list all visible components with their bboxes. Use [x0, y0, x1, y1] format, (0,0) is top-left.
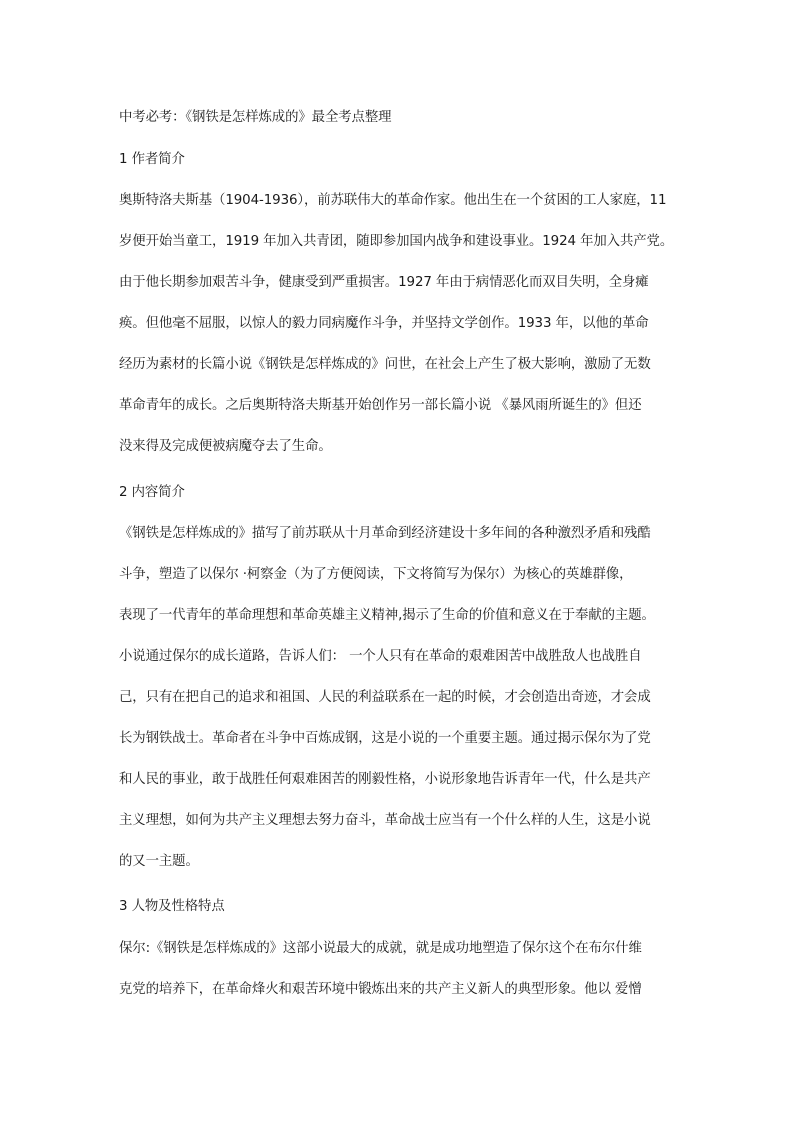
author-paragraph-line: 没来得及完成便被病魔夺去了生命。 — [119, 439, 332, 454]
content-paragraph-line: 己，只有在把自己的追求和祖国、人民的利益联系在一起的时候，才会创造出奇迹，才会成 — [119, 690, 651, 705]
author-paragraph-line: 痪。但他毫不屈服，以惊人的毅力同病魔作斗争，并坚持文学创作。1933 年，以他的革命 — [119, 316, 649, 331]
content-paragraph-line: 的又一主题。 — [119, 854, 199, 869]
content-paragraph-line: 和人民的事业，敢于战胜任何艰难困苦的刚毅性格，小说形象地告诉青年一代，什么是共产 — [119, 772, 651, 787]
author-paragraph-line: 革命青年的成长。之后奥斯特洛夫斯基开始创作另一部长篇小说 《暴风雨所诞生的》但还 — [119, 398, 642, 413]
characters-paragraph-line: 克党的培养下，在革命烽火和艰苦环境中锻炼出来的共产主义新人的典型形象。他以 爱憎 — [119, 982, 642, 997]
author-paragraph-line: 奥斯特洛夫斯基（1904-1936），前苏联伟大的革命作家。他出生在一个贫困的工人家庭，11 — [119, 193, 667, 208]
content-paragraph-line: 主义理想，如何为共产主义理想去努力奋斗，革命战士应当有一个什么样的人生，这是小说 — [119, 813, 651, 828]
characters-paragraph-line: 保尔:《钢铁是怎样炼成的》这部小说最大的成就，就是成功地塑造了保尔这个在布尔什维 — [119, 941, 642, 956]
author-paragraph-line: 岁便开始当童工，1919 年加入共青团，随即参加国内战争和建设事业。1924 年加入共产党。 — [119, 234, 674, 249]
author-paragraph-line: 经历为素材的长篇小说《钢铁是怎样炼成的》问世，在社会上产生了极大影响，激励了无数 — [119, 357, 651, 372]
content-paragraph-line: 表现了一代青年的革命理想和革命英雄主义精神,揭示了生命的价值和意义在于奉献的主题。 — [119, 608, 655, 623]
section-heading-characters: 3 人物及性格特点 — [119, 899, 225, 914]
content-paragraph-line: 《钢铁是怎样炼成的》描写了前苏联从十月革命到经济建设十多年间的各种激烈矛盾和残酷 — [119, 526, 651, 541]
section-heading-author: 1 作者简介 — [119, 152, 185, 167]
content-paragraph-line: 小说通过保尔的成长道路，告诉人们： 一个人只有在革命的艰难困苦中战胜敌人也战胜自 — [119, 649, 642, 664]
section-heading-content: 2 内容简介 — [119, 485, 185, 500]
content-paragraph-line: 斗争，塑造了以保尔 ·柯察金（为了方便阅读，下文将简写为保尔）为核心的英雄群像， — [119, 567, 633, 582]
document-title: 中考必考：《钢铁是怎样炼成的》最全考点整理 — [119, 110, 392, 125]
content-paragraph-line: 长为钢铁战士。革命者在斗争中百炼成钢，这是小说的一个重要主题。通过揭示保尔为了党 — [119, 731, 651, 746]
author-paragraph-line: 由于他长期参加艰苦斗争，健康受到严重损害。1927 年由于病情恶化而双目失明，全身瘫 — [119, 275, 649, 290]
